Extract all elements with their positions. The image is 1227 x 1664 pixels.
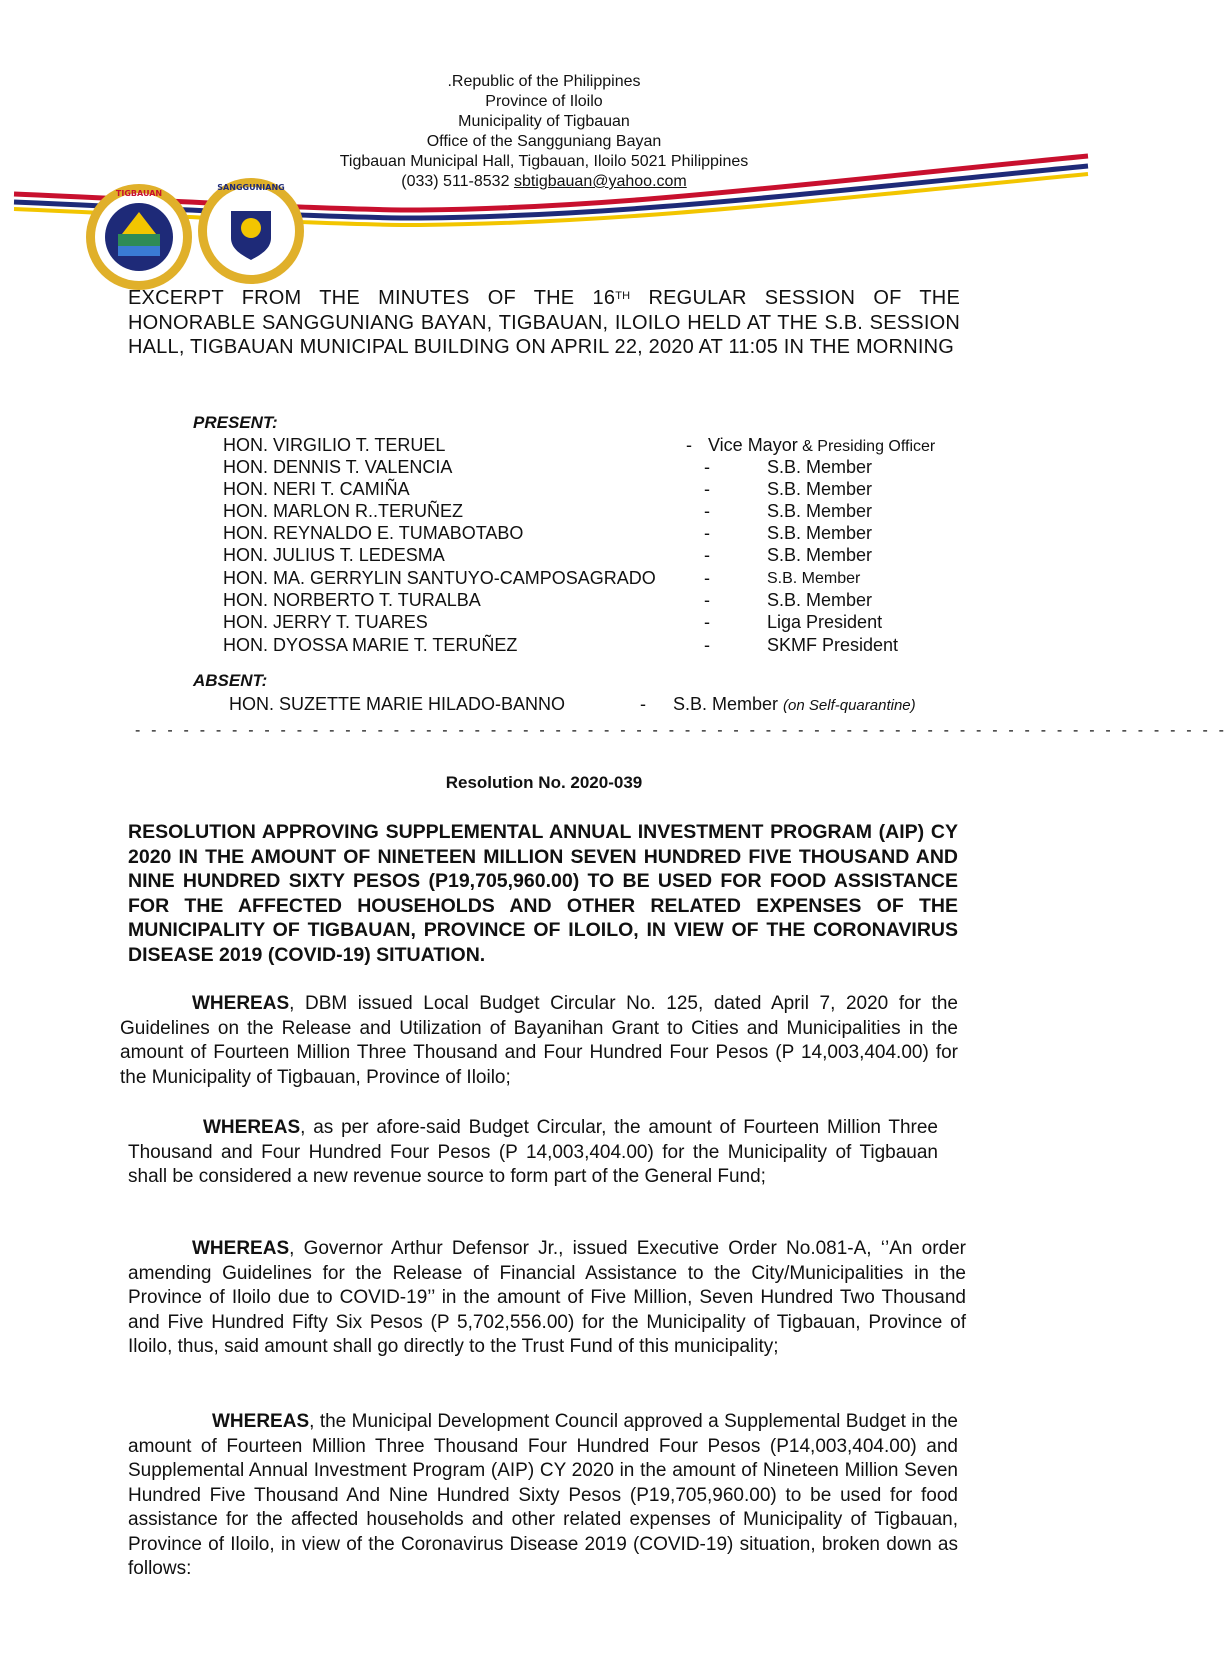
role-dash: - (704, 635, 710, 655)
absent-note: (on Self-quarantine) (783, 697, 916, 714)
member-row (223, 435, 963, 457)
present-label: PRESENT: (193, 413, 278, 432)
member-row (223, 635, 963, 657)
member-name: HON. NORBERTO T. TURALBA (223, 590, 481, 610)
role-dash: - (704, 612, 710, 632)
member-name: HON. JERRY T. TUARES (223, 612, 428, 632)
svg-text:SANGGUNIANG: SANGGUNIANG (217, 183, 285, 192)
member-role: S.B. Member (767, 501, 873, 521)
member-name: HON. JULIUS T. LEDESMA (223, 545, 445, 565)
role-dash: - (704, 545, 710, 565)
role-dash: - (704, 457, 710, 477)
member-name: HON. REYNALDO E. TUMABOTABO (223, 523, 524, 543)
role-dash: - (704, 590, 710, 610)
member-role: S.B. Member (767, 545, 873, 565)
letterhead-contact (0, 172, 1088, 192)
member-role: SKMF President (767, 635, 899, 655)
role-dash: - (640, 694, 646, 714)
member-role: Vice Mayor & Presiding Officer (708, 435, 936, 455)
whereas-paragraph-2: WHEREAS, as per afore-said Budget Circular, the amount of Fourteen Million Three Thousand and Four Hundred Four Pesos (P 14,003,404.00) for the Municipality of Tigbauan shall be considered a new revenue source to form part of the General Fund; (128, 1117, 938, 1187)
member-role: S.B. Member (767, 590, 873, 610)
member-role: Liga President (767, 612, 883, 632)
letterhead-email-link[interactable]: sbtigbauan@yahoo.com (513, 173, 687, 190)
role-dash: - (704, 523, 710, 543)
member-role: S.B. Member (767, 570, 861, 587)
member-role: S.B. Member (767, 457, 873, 477)
member-row (223, 523, 963, 545)
member-row (223, 479, 963, 501)
municipality-seal-logo (84, 182, 194, 292)
member-row (223, 612, 963, 634)
role-dash: - (704, 568, 710, 588)
whereas-paragraph-4: WHEREAS, the Municipal Development Council approved a Supplemental Budget in the amount of Fourteen Million Three Thousand Four Hundred Four Pesos (P14,003,404.00) and Supplemental Annual Investment Program (AIP) CY 2020 in the amount of Nineteen Million Seven Hundred Five Thousand And Nine Hundred Sixty Pesos (P19,705,960.00) to be used for food assistance for the affected households and other related expenses of Municipality of Tigbauan, Province of Iloilo, in view of the Coronavirus Disease 2019 (COVID-19) situation, broken down as follows: (128, 1411, 958, 1579)
sangguniang-bayan-seal-logo (196, 176, 306, 286)
member-name: HON. DYOSSA MARIE T. TERUÑEZ (223, 635, 518, 655)
absent-member-row (229, 694, 969, 716)
whereas-paragraph-3: WHEREAS, Governor Arthur Defensor Jr., issued Executive Order No.081-A, ‘’An order amending Guidelines for the Release of Financial Assistance to the City/Municipalities in the Province of Iloilo due to COVID-19’’ in the amount of Five Million, Seven Hundred Two Thousand and Five Hundred Fifty Six Pesos (P 5,702,556.00) for the Municipality of Tigbauan, Province of Iloilo, thus, said amount shall go directly to the Trust Fund of this municipality; (128, 1238, 966, 1357)
member-role: S.B. Member (767, 479, 873, 499)
absent-label: ABSENT: (193, 671, 268, 690)
letterhead-line-1: .Republic of the Philippines (447, 73, 641, 90)
member-name: HON. MA. GERRYLIN SANTUYO-CAMPOSAGRADO (223, 568, 656, 588)
heading-superscript: TH (615, 290, 631, 302)
letterhead-line-2: Province of Iloilo (485, 93, 603, 110)
role-dash: - (704, 501, 710, 521)
member-name: HON. NERI T. CAMIÑA (223, 479, 410, 499)
letterhead-line-5: Tigbauan Municipal Hall, Tigbauan, Iloilo 5021 Philippines (339, 153, 749, 170)
member-role: S.B. Member (767, 523, 873, 543)
role-dash: - (686, 435, 692, 455)
heading-text-part2: REGULAR SESSION OF THE HONORABLE SANGGUNIANG BAYAN, TIGBAUAN, ILOILO HELD AT THE S.B. SESSION HALL, TIGBAUAN MUNICIPAL BUILDING ON APRIL 22, 2020 AT 11:05 IN THE MORNING (128, 287, 960, 358)
role-dash: - (704, 479, 710, 499)
resolution-title: RESOLUTION APPROVING SUPPLEMENTAL ANNUAL INVESTMENT PROGRAM (AIP) CY 2020 IN THE AMOUNT OF NINETEEN MILLION SEVEN HUNDRED FIVE THOUSAND AND NINE HUNDRED SIXTY PESOS (P19,705,960.00) TO BE USED FOR FOOD ASSISTANCE FOR THE AFFECTED HOUSEHOLDS AND OTHER RELATED EXPENSES OF THE MUNICIPALITY OF TIGBAUAN, PROVINCE OF ILOILO, IN VIEW OF THE CORONAVIRUS DISEASE 2019 (COVID-19) SITUATION. (128, 821, 958, 966)
member-name: HON. MARLON R..TERUÑEZ (223, 501, 464, 521)
minutes-heading (128, 286, 960, 360)
member-row (223, 501, 963, 523)
section-separator: - - - - - - - - - - - - - - - - - - - - - - - - - - - - - - - - - - - - - - - - - - - - - - - - - - - - - - - - - - - - - - - - - - - - (135, 722, 1227, 739)
whereas-paragraph-1: WHEREAS, DBM issued Local Budget Circular No. 125, dated April 7, 2020 for the Guidelines on the Release and Utilization of Bayanihan Grant to Cities and Municipalities in the amount of Fourteen Million Three Thousand and Four Hundred Four Pesos (P 14,003,404.00) for the Municipality of Tigbauan, Province of Iloilo; (120, 993, 958, 1088)
member-row (223, 568, 963, 590)
letterhead-phone: (033) 511-8532 (401, 173, 510, 190)
letterhead-line-3: Municipality of Tigbauan (458, 113, 630, 130)
member-name: HON. VIRGILIO T. TERUEL (223, 435, 446, 455)
heading-text-part1: EXCERPT FROM THE MINUTES OF THE 16 (128, 287, 616, 309)
resolution-number: Resolution No. 2020-039 (445, 773, 643, 792)
letterhead-line-4: Office of the Sangguniang Bayan (426, 133, 662, 150)
svg-text:TIGBAUAN: TIGBAUAN (115, 189, 163, 198)
member-row (223, 590, 963, 612)
member-name: HON. DENNIS T. VALENCIA (223, 457, 453, 477)
absent-member-role: S.B. Member (on Self-quarantine) (673, 694, 916, 714)
absent-member-name: HON. SUZETTE MARIE HILADO-BANNO (229, 694, 566, 714)
member-row (223, 545, 963, 567)
member-row (223, 457, 963, 479)
